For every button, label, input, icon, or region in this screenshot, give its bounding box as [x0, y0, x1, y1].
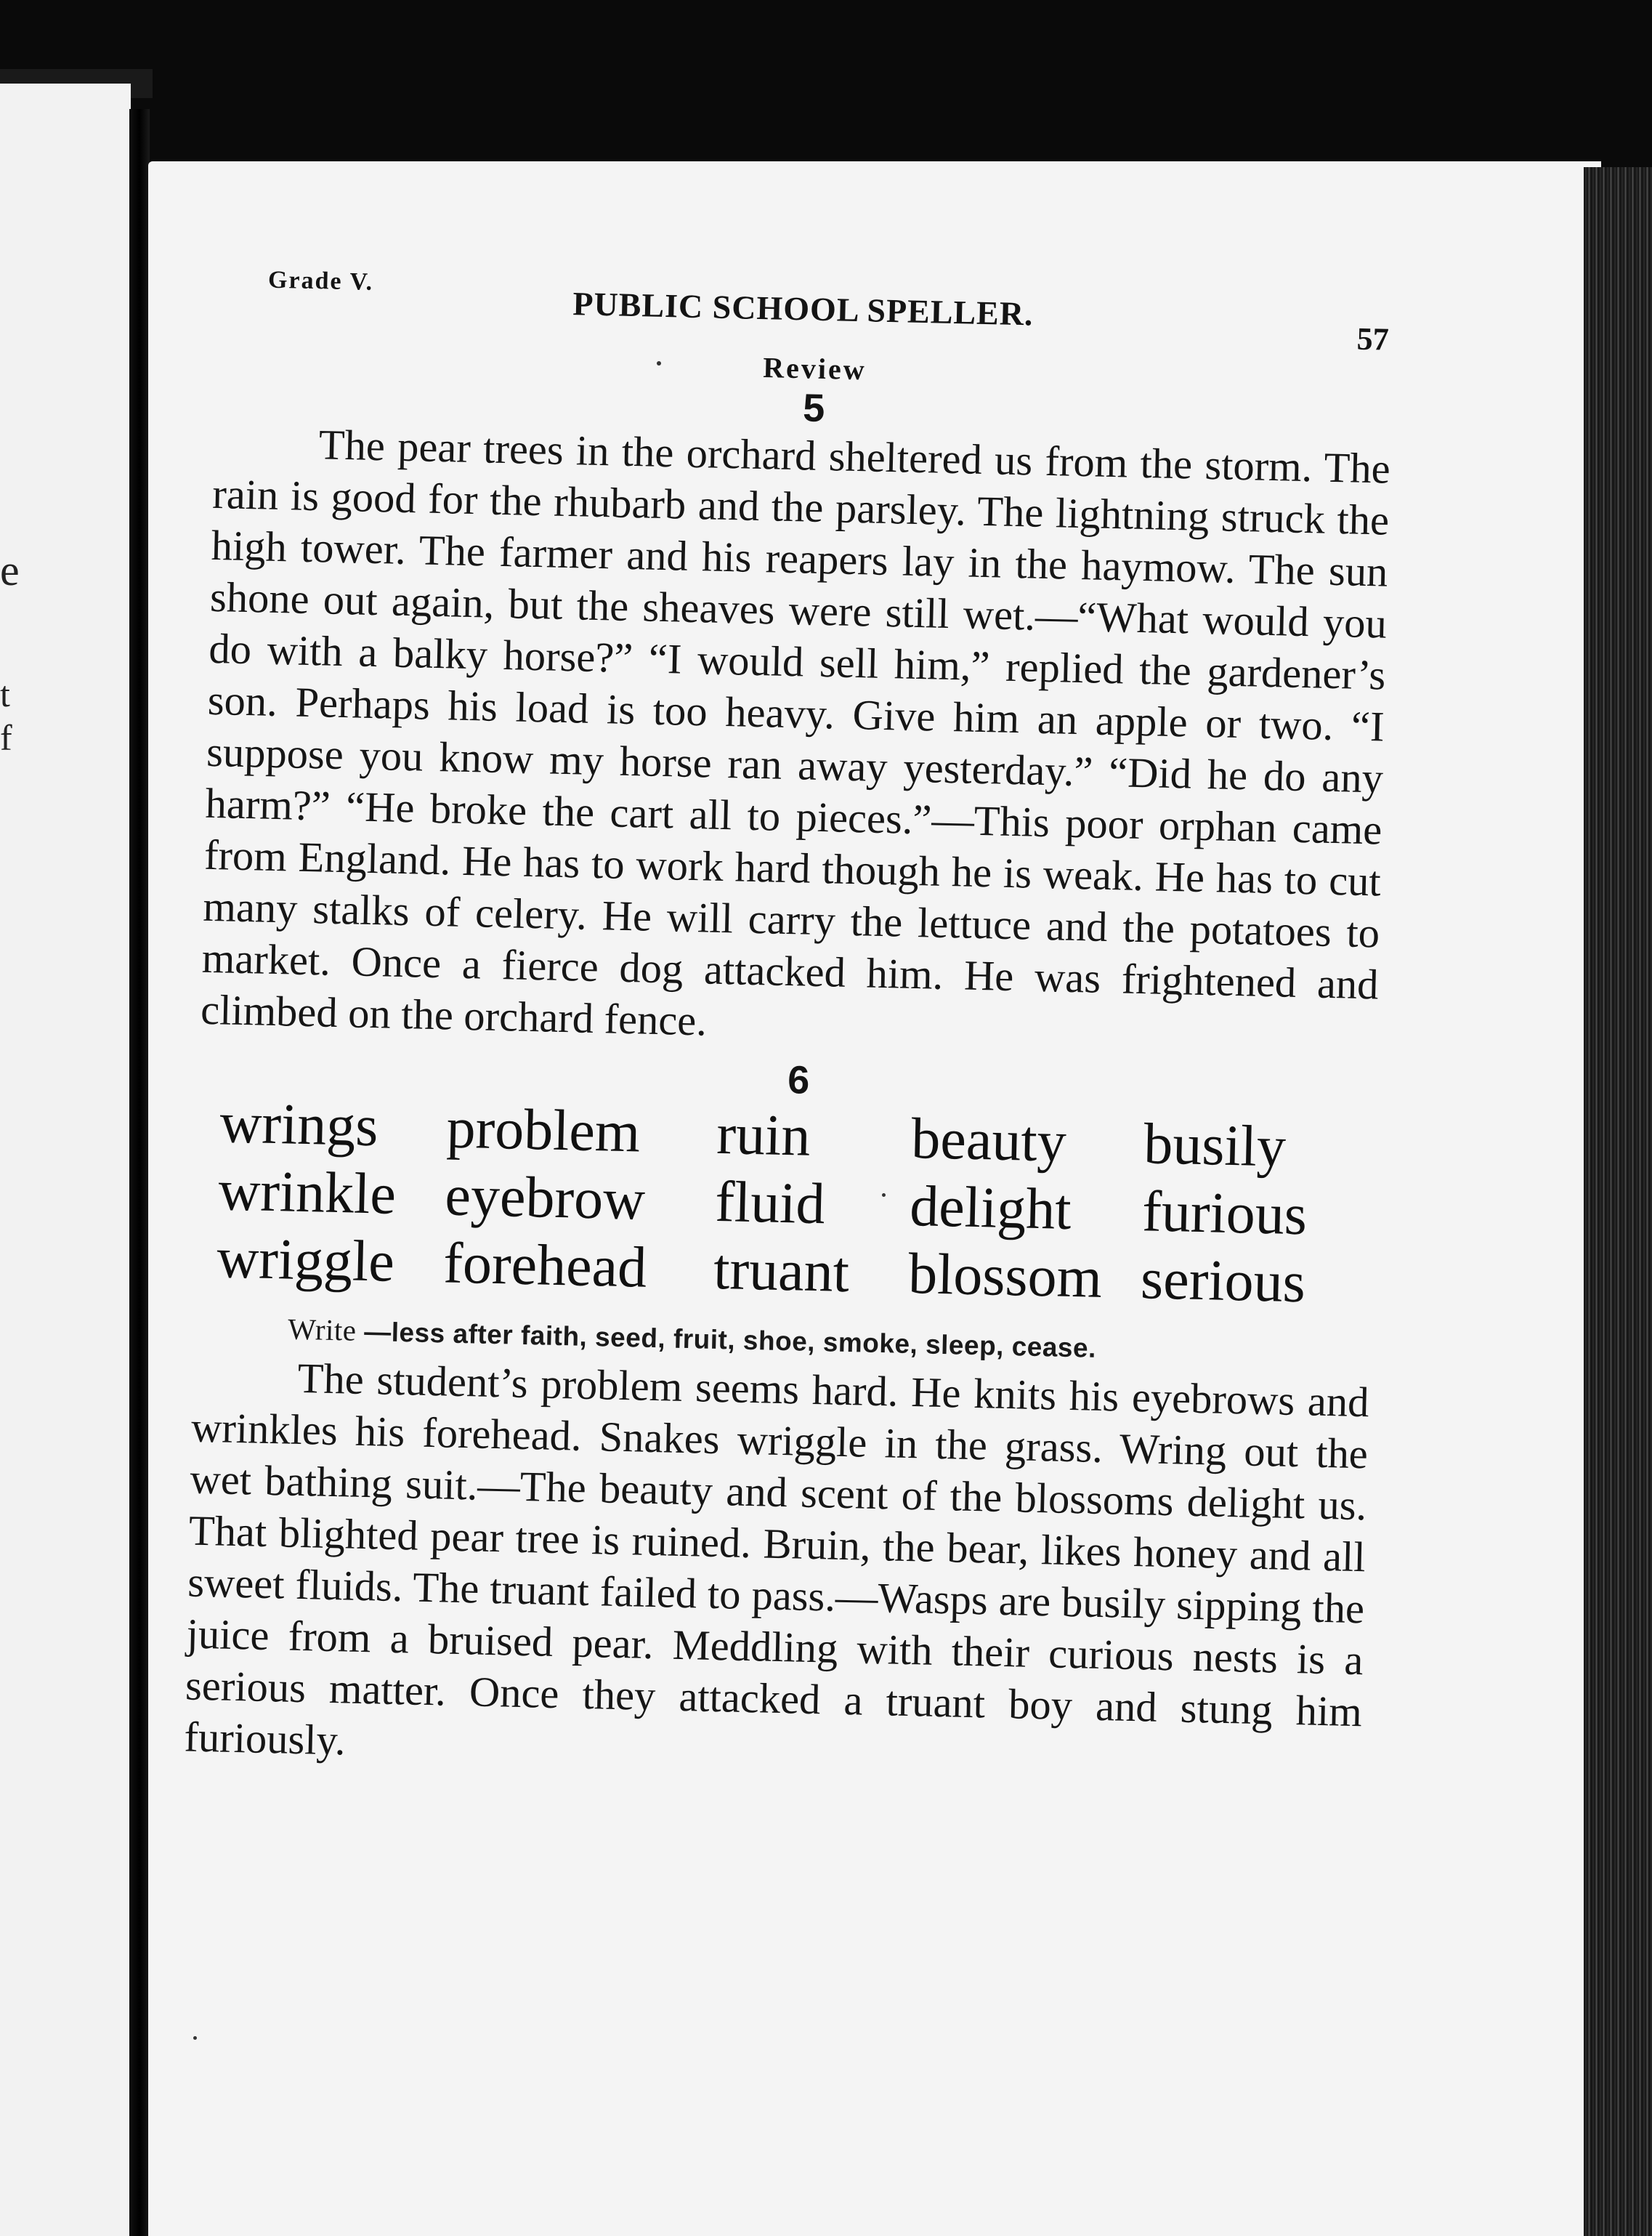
spelling-word: delight [909, 1174, 1072, 1242]
spelling-word: beauty [910, 1106, 1067, 1174]
spelling-word: eyebrow [444, 1163, 646, 1232]
lesson-5-paragraph: The pear trees in the orchard sheltered us from the storm. The rain is good for the rhubarb and the parsley. The lightning struck the high tower. The farmer and his reapers lay in the haymow. The sun shone out again, but the sheaves were still wet.—“What would you do with a balky horse?” “I would sell him,” replied the gardener’s son. Perhaps his load is too heavy. Give him an apple or two. “I suppose you know my horse ran away yesterday.” “Did he do any harm?” “He broke the cart all to pieces.”—This poor orphan came from England. He has to work hard though he is weak. He has to cut many stalks of celery. He will carry the lettuce and the potatoes to market. Once a fierce dog attacked him. He was frightened and climbed on the orchard fence. [200, 421, 1391, 1045]
spelling-word: ruin [716, 1102, 811, 1169]
grade-label: Grade V. [267, 266, 374, 296]
lesson-6-paragraph: The student’s problem seems hard. He knits his eyebrows and wrinkles his forehead. Snakes wriggle in the grass. Wring out the wet bathing suit.—The beauty and scent of the blossoms delight us. That blighted pear tree is ruined. Bruin, the bear, likes honey and all sweet fluids. The truant failed to pass.—Wasps are busily sipping the juice from a bruised pear. Meddling with their curious nests is a serious matter. Once they attacked a truant boy and stung him furiously. [183, 1354, 1370, 1764]
instruction-text: —less after faith, seed, fruit, shoe, smoke, sleep, cease. [363, 1316, 1097, 1363]
page-number: 57 [1356, 320, 1390, 358]
left-page-fragment: f [0, 719, 12, 756]
left-page-fragment: e [0, 549, 20, 592]
section-label: Review [762, 351, 867, 387]
book-title: PUBLIC SCHOOL SPELLER. [572, 285, 1034, 333]
spelling-word: busily [1143, 1112, 1287, 1179]
spelling-word: furious [1141, 1179, 1308, 1248]
spelling-word: serious [1140, 1246, 1306, 1315]
spelling-word: blossom [907, 1241, 1103, 1310]
spelling-word: wriggle [216, 1226, 395, 1294]
lesson-number-5: 5 [802, 386, 825, 430]
page-content [184, 251, 1395, 1789]
print-speck [193, 2036, 197, 2040]
page-fore-edge [1584, 167, 1652, 2236]
spelling-word-grid [216, 1089, 1375, 1318]
spelling-word: wrinkle [217, 1158, 397, 1227]
lesson-number-6: 6 [787, 1058, 810, 1103]
left-page-fragment: t [0, 676, 10, 712]
book-gutter [129, 109, 150, 2236]
spelling-word: problem [445, 1096, 641, 1165]
left-page [0, 84, 131, 2236]
spelling-word: forehead [442, 1231, 648, 1300]
spelling-word: fluid [714, 1169, 826, 1237]
instruction-lead: Write [287, 1312, 357, 1347]
spelling-word: truant [713, 1237, 850, 1304]
spelling-word: wrings [219, 1091, 379, 1159]
